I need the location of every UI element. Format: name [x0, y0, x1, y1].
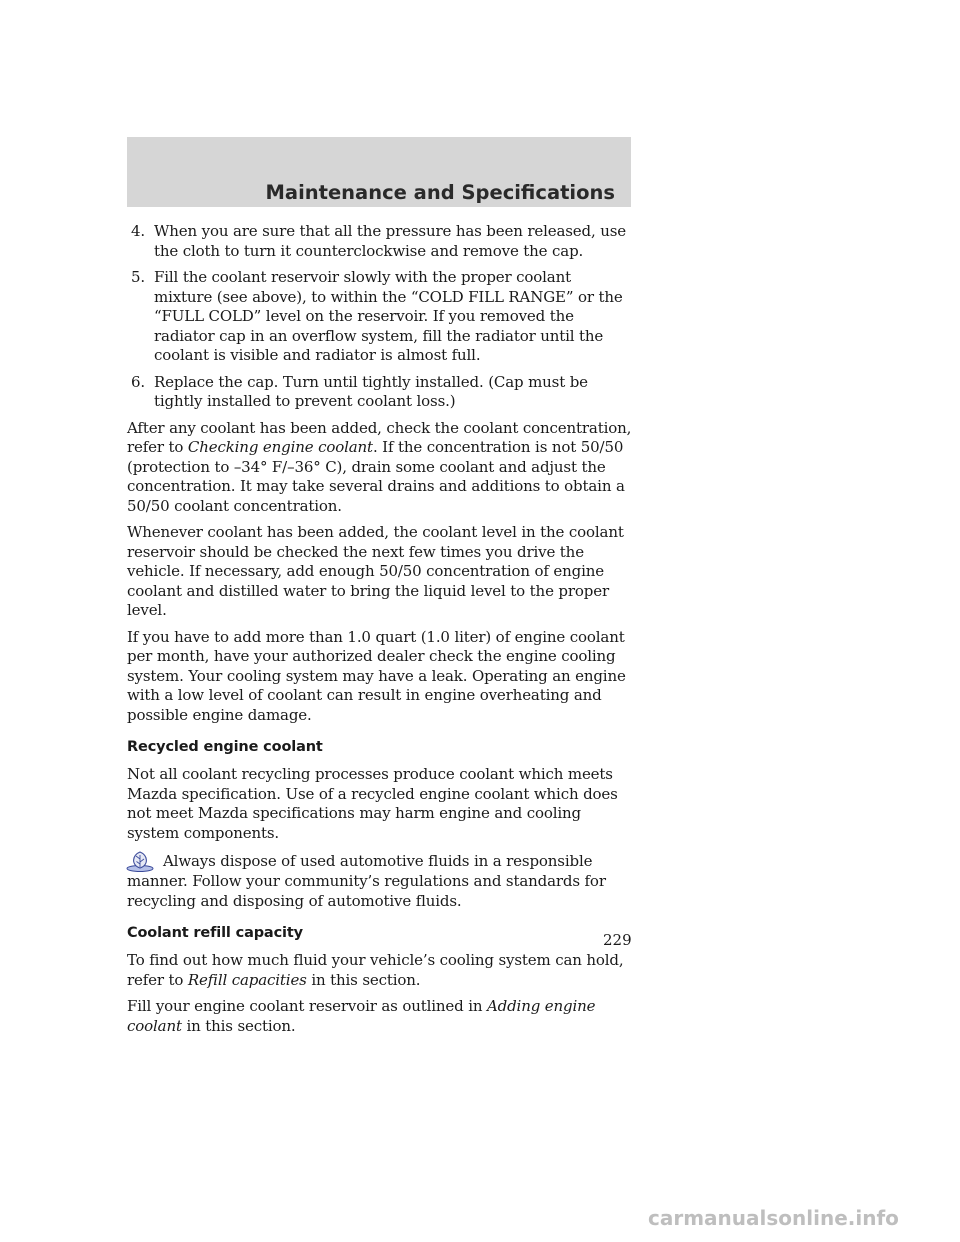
- refill-heading: Coolant refill capacity: [127, 925, 303, 941]
- fill-paragraph: Fill your engine coolant reservoir as outlined in Adding engine coolant in this section.: [127, 997, 596, 1035]
- steps-list: [127, 222, 633, 412]
- step-number: 6.: [131, 372, 146, 391]
- cross-reference-link: Adding engine coolant: [127, 997, 596, 1035]
- concentration-paragraph: After any coolant has been added, check the coolant concentration, refer to Checking engine coolant. If the concentration is not 50/50 (protection to –34° F/–36° C), drain some coolant and adjust the concentration. It may take several drains and additions to obtain a 50/50 coolant concentration.: [127, 418, 632, 515]
- refill-paragraph: To find out how much fluid your vehicle’s cooling system can hold, refer to Refill capacities in this section.: [127, 951, 624, 989]
- page-body: [127, 222, 633, 1043]
- step-text: Replace the cap. Turn until tightly installed. (Cap must be tightly installed to prevent coolant loss.): [154, 372, 588, 410]
- environment-icon: [125, 850, 155, 872]
- environment-note: Always dispose of used automotive fluids in a responsible manner. Follow your community’s regulations and standards for recycling and disposing of automotive fluids.: [127, 852, 606, 910]
- recycled-paragraph: Not all coolant recycling processes produce coolant which meets Mazda specification. Use of a recycled engine coolant which does not meet Mazda specifications may harm engine and cooling system components.: [127, 765, 618, 842]
- quart-paragraph: If you have to add more than 1.0 quart (1.0 liter) of engine coolant per month, have your authorized dealer check the engine cooling system. Your cooling system may have a leak. Operating an engine with a low level of coolant can result in engine overheating and possible engine damage.: [127, 627, 626, 724]
- page-number: 229: [603, 931, 632, 949]
- step-text: Fill the coolant reservoir slowly with the proper coolant mixture (see above), to within the “COLD FILL RANGE” or the “FULL COLD” level on the reservoir. If you removed the radiator cap in an overflow system, fill the radiator until the coolant is visible and radiator is almost full.: [154, 268, 623, 364]
- list-item: [127, 373, 633, 412]
- step-number: 5.: [131, 268, 146, 286]
- list-item: [127, 268, 633, 366]
- watermark: carmanualsonline.info: [648, 1206, 899, 1230]
- whenever-paragraph: Whenever coolant has been added, the coolant level in the coolant reservoir should be checked the next few times you drive the vehicle. If necessary, add enough 50/50 concentration of engine coolant and distilled water to bring the liquid level to the proper level.: [127, 523, 624, 619]
- section-title: Maintenance and Specifications: [265, 181, 615, 204]
- cross-reference-link: Checking engine coolant: [187, 438, 373, 456]
- step-text: When you are sure that all the pressure has been released, use the cloth to turn it counterclockwise and remove the cap.: [154, 222, 627, 260]
- recycled-heading: Recycled engine coolant: [127, 739, 323, 755]
- cross-reference-link: Refill capacities: [187, 970, 307, 989]
- header-band: [127, 137, 631, 207]
- step-number: 4.: [131, 222, 146, 240]
- list-item: [127, 222, 633, 261]
